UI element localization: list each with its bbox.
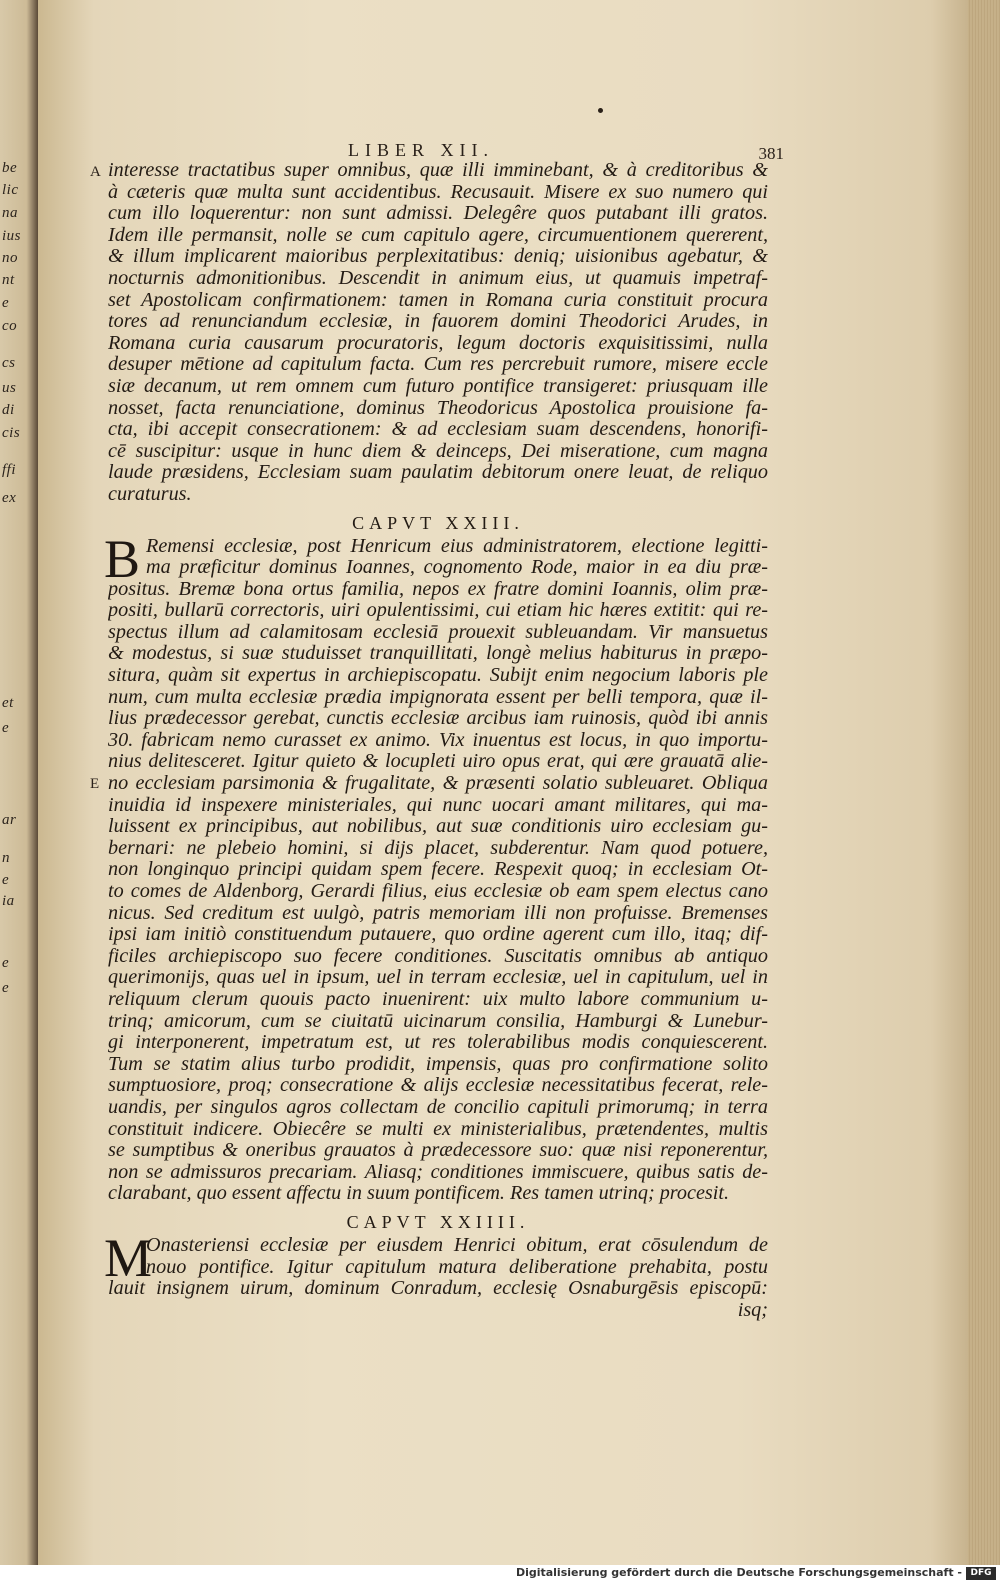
text-line: ficiles archiepiscopo suo fecere conditiones. Suscitatis omnibus ab antiquo bbox=[108, 945, 768, 967]
text-line: uandis, per singulos agros collectam de concilio capituli primorumq; in terra bbox=[108, 1096, 768, 1118]
text-line: desuper mētione ad capitulum facta. Cum res percrebuit rumore, misere eccle bbox=[108, 354, 768, 376]
text-line: sumptuosiore, proq; consecratione & alijs ecclesiæ necessitatibus fecerat, rele- bbox=[108, 1075, 768, 1097]
text-line: nouo pontifice. Igitur capitulum matura deliberatione prehabita, postu bbox=[146, 1256, 768, 1278]
book-page bbox=[38, 0, 968, 1565]
margin-letter: A bbox=[90, 164, 101, 180]
text-line: siæ decanum, ut rem omnem cum futuro pontifice transigeret: priusquam ille bbox=[108, 375, 768, 397]
footer-bar bbox=[0, 1565, 1000, 1582]
facing-fragment: co bbox=[2, 318, 18, 334]
facing-fragment: be bbox=[2, 160, 18, 176]
facing-fragment: ius bbox=[2, 228, 22, 244]
text-line: tores ad renunciandum ecclesiæ, in fauorem domini Theodorici Arudes, in bbox=[108, 311, 768, 333]
text-line: spectus illum ad calamitosam ecclesiā prouexit subleuandam. Vir mansuetus bbox=[108, 621, 768, 643]
text-line: ipsi iam initiò constituendum putauere, quo ordine agerent cum illo, itaq; dif- bbox=[108, 924, 768, 946]
text-line: lius prædecessor gerebat, cunctis ecclesiæ arcibus iam ruinosis, quòd ibi annis bbox=[108, 708, 768, 730]
text-line: lauit insignem uirum, dominum Conradum, ecclesię Osnaburgēsis episcopū: bbox=[108, 1278, 768, 1300]
text-line: luissent ex principibus, aut nobilibus, aut suæ conditionis uiro ecclesiam gu- bbox=[108, 816, 768, 838]
text-line: nicus. Sed creditum est uulgò, patris memoriam illi non profuisse. Bremenses bbox=[108, 902, 768, 924]
chapter-heading: CAPVT XXIIII. bbox=[346, 1211, 530, 1232]
text-line: cta, ibi accepit consecrationem: & ad ecclesiam suam descendens, honorifi- bbox=[108, 419, 768, 441]
text-line: se sumptibus & oneribus grauatos à prædecessore suo: quæ nisi reponerentur, bbox=[108, 1140, 768, 1162]
text-line: no ecclesiam parsimonia & frugalitate, & præsenti solatio subleuaret. Obliqua bbox=[108, 773, 768, 795]
text-line: 30. fabricam nemo curasset ex animo. Vix inuentus est locus, in quo importu- bbox=[108, 729, 768, 751]
text-line: clarabant, quo essent affectu in suum pontificem. Res tamen utrinq; procesit. bbox=[108, 1183, 730, 1205]
ink-spot bbox=[598, 108, 603, 113]
facing-fragment: e bbox=[2, 720, 10, 736]
facing-fragment: ffi bbox=[2, 462, 17, 478]
facing-fragment: no bbox=[2, 250, 18, 266]
text-line: set Apostolicam confirmationem: tamen in Romana curia constituit procura bbox=[108, 289, 768, 311]
text-line: non se admissuros precariam. Aliasq; conditiones immiscuere, quibus satis de- bbox=[108, 1161, 768, 1183]
text-line: gi interponerent, impetratum est, ut res tolerabilibus modis conquiescerent. bbox=[108, 1032, 768, 1054]
text-line: nocturnis admonitionibus. Descendit in animum eius, ut quamuis impetraf- bbox=[108, 267, 768, 289]
facing-fragment: n bbox=[2, 850, 10, 866]
text-line: inuidia id inspexere ministeriales, qui nunc uocari amant militares, qui ma- bbox=[108, 794, 768, 816]
facing-fragment: e bbox=[2, 872, 10, 888]
text-line: constituit indicere. Obiecêre se multi ex ministerialibus, prætendentes, multis bbox=[108, 1118, 768, 1140]
text-line: bernari: ne plebeio homini, si dijs placet, subderentur. Nam quod potuere, bbox=[108, 837, 768, 859]
chapter-paragraph bbox=[104, 528, 768, 1205]
facing-page-edge bbox=[0, 0, 38, 1565]
text-line: to comes de Aldenborg, Gerardi filius, eius ecclesiæ ob eam spem electus cano bbox=[108, 881, 768, 902]
text-line: & illum implicarent maioribus perplexitatibus: deniq; uisionibus agebatur, & bbox=[108, 246, 768, 268]
dfg-logo: DFG bbox=[966, 1567, 996, 1580]
facing-fragment: ex bbox=[2, 490, 17, 506]
facing-fragment: ia bbox=[2, 893, 15, 909]
chapter-heading: CAPVT XXIII. bbox=[352, 512, 524, 533]
facing-fragment: ar bbox=[2, 812, 17, 828]
facing-fragment: et bbox=[2, 695, 14, 711]
facing-fragment: us bbox=[2, 380, 17, 396]
text-line: num, cum multa ecclesiæ prædia impignorata essent per belli tempora, quæ il- bbox=[108, 686, 768, 708]
paragraph-continuation bbox=[108, 160, 768, 506]
text-line: laude præsidens, Ecclesiam suam paulatim debitorum onere leuat, de reliquo bbox=[108, 462, 768, 484]
initial-letter: M bbox=[104, 1227, 153, 1288]
text-line: positi, bullarū correctoris, uiri opulentissimi, cui etiam hic hæres extitit: qui re- bbox=[108, 600, 768, 622]
facing-fragment: cis bbox=[2, 425, 21, 441]
initial-letter: B bbox=[104, 528, 141, 589]
text-line: ma præficitur dominus Ioannes, cognomento Rode, maior in ea diu præ- bbox=[146, 557, 768, 579]
text-line: situra, quàm sit expertus in archiepiscopatu. Subijt enim negocium laboris ple bbox=[108, 665, 768, 687]
funding-credit: Digitalisierung gefördert durch die Deutsche Forschungsgemeinschaft - bbox=[515, 1566, 962, 1579]
text-line: Remensi ecclesiæ, post Henricum eius administratorem, electione legitti- bbox=[146, 535, 768, 557]
running-head: LIBER XII. bbox=[348, 140, 494, 160]
text-line: curaturus. bbox=[108, 483, 192, 505]
text-line: nosset, facta renunciatione, dominus Theodoricus Apostolica prouisione fa- bbox=[108, 397, 768, 419]
text-line: non longinquo principi quidam spem fecere. Respexit quoq; in ecclesiam Ot- bbox=[108, 859, 768, 881]
facing-fragment: na bbox=[2, 205, 18, 221]
chapter-paragraph bbox=[104, 1227, 768, 1321]
text-line: interesse tractatibus super omnibus, quæ illi imminebant, & à creditoribus & bbox=[108, 160, 768, 181]
text-line: querimonijs, quas uel in ipsum, uel in terram ecclesiæ, uel in capitulum, uel in bbox=[108, 967, 768, 989]
facing-fragment: lic bbox=[2, 182, 19, 198]
folio-number: 381 bbox=[758, 144, 784, 163]
facing-fragment: cs bbox=[2, 355, 16, 371]
text-line: Tum se statim alius turbo prodidit, impensis, quas pro confirmatione solito bbox=[108, 1053, 768, 1075]
margin-letter: E bbox=[90, 776, 100, 792]
page-edges bbox=[968, 0, 1000, 1565]
text-line: Romana curia causarum procuratoris, legum doctoris exquisitissimi, nulla bbox=[108, 332, 768, 354]
facing-fragment: e bbox=[2, 295, 10, 311]
text-line: positus. Bremæ bona ortus familia, nepos ex fratre domini Ioannis, olim præ- bbox=[108, 578, 768, 600]
facing-fragment: nt bbox=[2, 272, 15, 288]
text-line: nius delitesceret. Igitur quieto & locupleti uiro opus erat, qui ære grauatā alie- bbox=[108, 751, 768, 773]
facing-fragment: e bbox=[2, 955, 10, 971]
text-line: reliquum clerum quouis pacto inuenirent: uix multo labore communium u- bbox=[108, 988, 768, 1010]
text-line: cē suscipitur: usque in hunc diem & deinceps, Dei miseratione, cum magna bbox=[108, 440, 768, 462]
text-line: à cæteris quæ multa sunt accidentibus. Recusauit. Misere ex suo numero qui bbox=[108, 181, 768, 203]
text-line: Onasteriensi ecclesiæ per eiusdem Henrici obitum, erat cōsulendum de bbox=[146, 1234, 768, 1256]
text-block bbox=[104, 160, 768, 1321]
text-line: & modestus, si suæ studuisset tranquillitati, longè melius habiturus in præpo- bbox=[108, 643, 768, 665]
text-line: trinq; amicorum, cum se ciuitatū uicinarum consilia, Hamburgi & Lunebur- bbox=[108, 1010, 768, 1032]
text-line: cum illo loquerentur: non sunt admissi. Delegêre quos putabant illi gratos. bbox=[108, 203, 768, 225]
facing-fragment: di bbox=[2, 402, 15, 418]
text-line: Idem ille permansit, nolle se cum capitulo agere, circumuentionem quererent, bbox=[108, 224, 768, 246]
catchword: isq; bbox=[737, 1299, 768, 1321]
facing-fragment: e bbox=[2, 980, 10, 996]
